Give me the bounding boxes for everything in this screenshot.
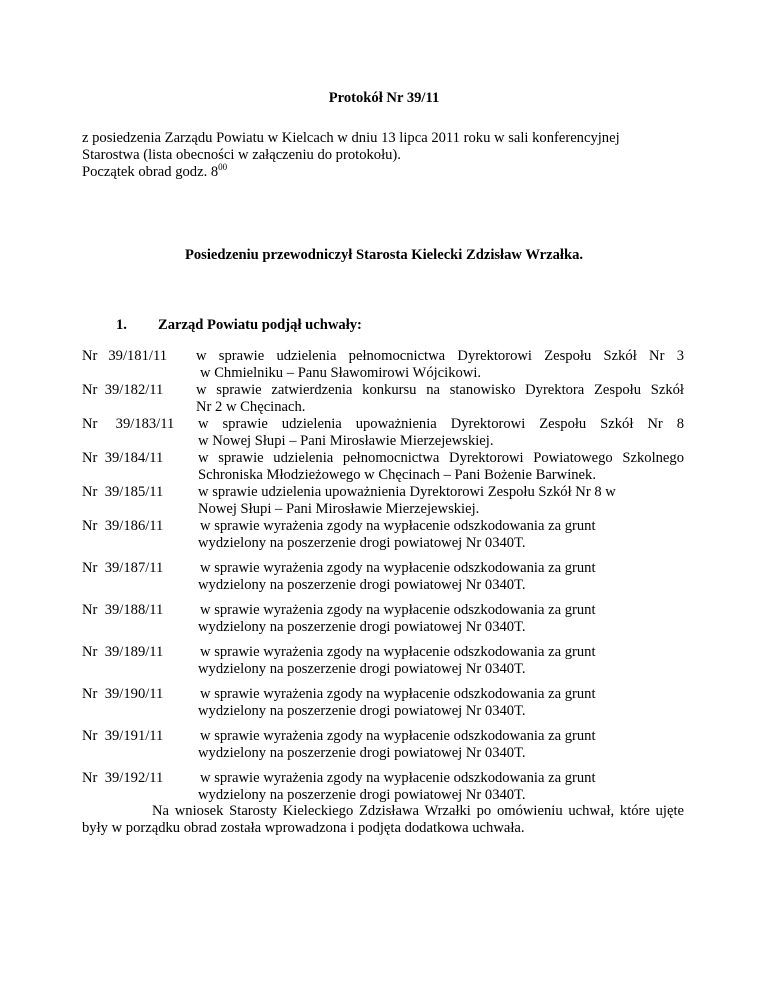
- resolution-number: Nr 39/191/11: [82, 728, 164, 744]
- resolution-text-line-2: wydzielony na poszerzenie drogi powiatowej Nr 0340T.: [198, 703, 526, 719]
- resolution-text-line-2: wydzielony na poszerzenie drogi powiatowej Nr 0340T.: [198, 661, 526, 677]
- intro-line-3: [82, 164, 682, 181]
- resolution-text-line-2: wydzielony na poszerzenie drogi powiatowej Nr 0340T.: [198, 745, 526, 761]
- resolution-number: Nr 39/189/11: [82, 644, 164, 660]
- resolution-item: [82, 770, 684, 804]
- resolution-text-line-1: w sprawie udzielenia pełnomocnictwa Dyrektorowi Zespołu Szkół Nr 3: [196, 348, 684, 364]
- resolution-number: Nr 39/186/11: [82, 518, 164, 534]
- resolution-text-line-1: w sprawie wyrażenia zgody na wypłacenie odszkodowania za grunt: [200, 728, 596, 744]
- resolution-item: [82, 728, 684, 762]
- resolution-text-line-2: wydzielony na poszerzenie drogi powiatowej Nr 0340T.: [198, 619, 526, 635]
- start-time-text: Początek obrad godz. 8: [82, 164, 219, 180]
- resolution-text-line-1: w sprawie wyrażenia zgody na wypłacenie odszkodowania za grunt: [200, 518, 596, 534]
- resolution-text-line-1: w sprawie udzielenia pełnomocnictwa Dyrektorowi Powiatowego Szkolnego: [198, 450, 684, 466]
- resolution-text-line-1: w sprawie zatwierdzenia konkursu na stanowisko Dyrektora Zespołu Szkół: [196, 382, 684, 398]
- presided-by-line: Posiedzeniu przewodniczył Starosta Kielecki Zdzisław Wrzałka.: [184, 247, 584, 263]
- resolution-text-line-1: w sprawie wyrażenia zgody na wypłacenie odszkodowania za grunt: [200, 686, 596, 702]
- resolution-text-line-2: Nowej Słupi – Pani Mirosławie Mierzejewskiej.: [198, 501, 480, 517]
- resolution-number: Nr 39/187/11: [82, 560, 164, 576]
- resolution-text-line-1: w sprawie wyrażenia zgody na wypłacenie odszkodowania za grunt: [200, 560, 596, 576]
- resolution-item: [82, 518, 684, 552]
- resolution-text-line-2: Nr 2 w Chęcinach.: [196, 399, 306, 415]
- resolution-item: [82, 450, 684, 484]
- resolution-number: Nr 39/190/11: [82, 686, 164, 702]
- intro-paragraph: [82, 130, 682, 181]
- resolution-item: [82, 416, 684, 450]
- resolution-number: Nr 39/183/11: [82, 416, 175, 432]
- intro-line-2: Starostwa (lista obecności w załączeniu do protokołu).: [82, 147, 401, 163]
- resolution-number: Nr 39/182/11: [82, 382, 164, 398]
- closing-paragraph: Na wniosek Starosty Kieleckiego Zdzisława Wrzałki po omówieniu uchwał, które ujęte były w porządku obrad została wprowadzona i podjęta dodatkowa uchwała.: [82, 803, 684, 836]
- protocol-title: Protokół Nr 39/11: [328, 90, 440, 106]
- resolution-number: Nr 39/184/11: [82, 450, 164, 466]
- resolution-text-line-1: w sprawie wyrażenia zgody na wypłacenie odszkodowania za grunt: [200, 602, 596, 618]
- resolution-text-line-1: w sprawie wyrażenia zgody na wypłacenie odszkodowania za grunt: [200, 770, 596, 786]
- section-number: 1.: [116, 317, 127, 333]
- resolution-item: [82, 686, 684, 720]
- resolution-text-line-1: w sprawie udzielenia upoważnienia Dyrektorowi Zespołu Szkół Nr 8 w: [198, 484, 616, 500]
- resolution-number: Nr 39/188/11: [82, 602, 164, 618]
- resolution-number: Nr 39/192/11: [82, 770, 164, 786]
- intro-line-1: z posiedzenia Zarządu Powiatu w Kielcach w dniu 13 lipca 2011 roku w sali konferencyjnej: [82, 130, 620, 146]
- resolution-text-line-1: w sprawie wyrażenia zgody na wypłacenie odszkodowania za grunt: [200, 644, 596, 660]
- resolution-text-line-2: wydzielony na poszerzenie drogi powiatowej Nr 0340T.: [198, 535, 526, 551]
- section-title: Zarząd Powiatu podjął uchwały:: [158, 317, 362, 333]
- resolution-item: [82, 560, 684, 594]
- start-time-minutes: 00: [218, 162, 228, 173]
- resolution-text-line-2: wydzielony na poszerzenie drogi powiatowej Nr 0340T.: [198, 577, 526, 593]
- resolution-text-line-2: w Chmielniku – Panu Sławomirowi Wójcikowi.: [200, 365, 482, 381]
- resolutions-list: [82, 348, 684, 812]
- resolution-item: [82, 484, 684, 518]
- resolution-text-line-2: w Nowej Słupi – Pani Mirosławie Mierzejewskiej.: [198, 433, 494, 449]
- section-heading: [116, 317, 362, 334]
- resolution-number: Nr 39/181/11: [82, 348, 167, 364]
- resolution-text-line-2: wydzielony na poszerzenie drogi powiatowej Nr 0340T.: [198, 787, 526, 803]
- resolution-item: [82, 382, 684, 416]
- resolution-item: [82, 348, 684, 382]
- resolution-text-line-1: w sprawie udzielenia upoważnienia Dyrektorowi Zespołu Szkół Nr 8: [198, 416, 684, 432]
- resolution-item: [82, 602, 684, 636]
- resolution-number: Nr 39/185/11: [82, 484, 164, 500]
- resolution-item: [82, 644, 684, 678]
- resolution-text-line-2: Schroniska Młodzieżowego w Chęcinach – Pani Bożenie Barwinek.: [198, 467, 596, 483]
